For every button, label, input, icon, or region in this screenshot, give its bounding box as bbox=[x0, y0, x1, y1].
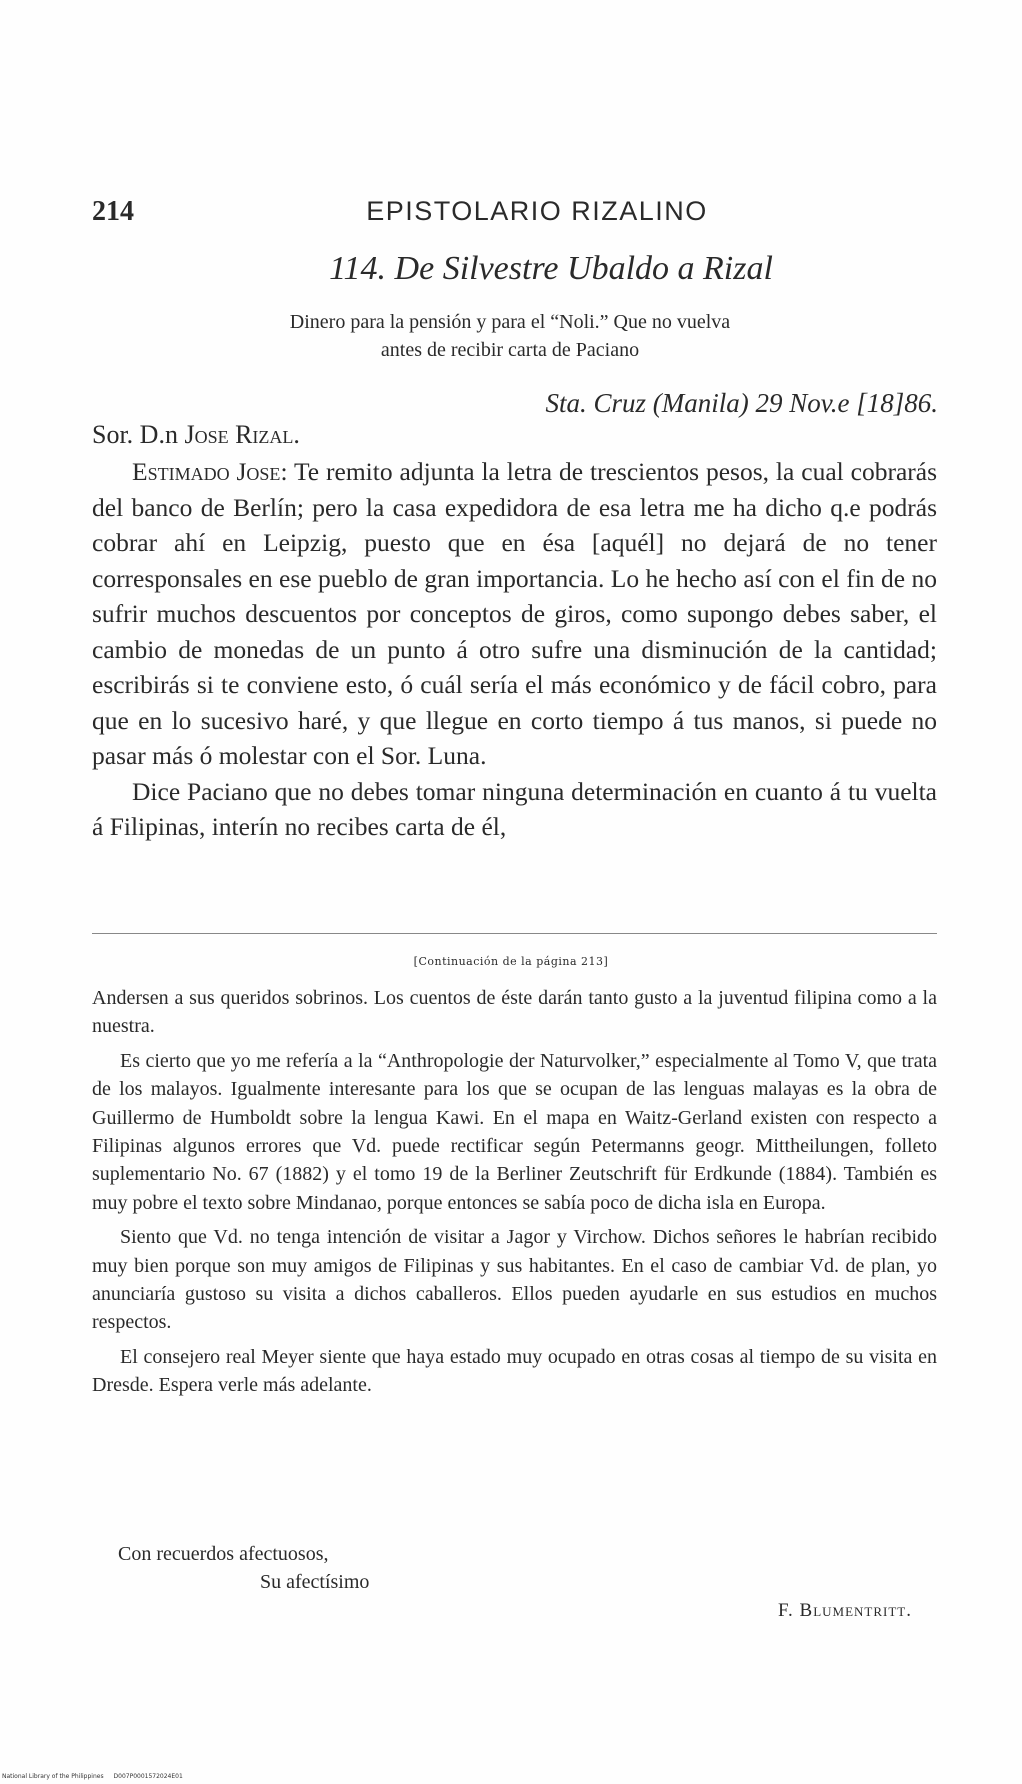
salutation-prefix: Sor. D.n bbox=[92, 420, 185, 449]
continuation-label: [Continuación de la página 213] bbox=[413, 955, 609, 968]
section-divider bbox=[92, 933, 937, 934]
continuation-paragraph-3: Siento que Vd. no tenga intención de visitar a Jagor y Virchow. Dichos señores le habrían recibido muy bien porque son muy amigos de Filipinas y sus habitantes. En el caso de cambiar Vd. de plan, yo anunciaría gustoso su visita a dichos caballeros. Ellos pueden ayudarle en sus estudios en muchos respectos. bbox=[92, 1226, 937, 1334]
continuation-paragraph-1: Andersen a sus queridos sobrinos. Los cuentos de éste darán tanto gusto a la juventud filipina como a la nuestra. bbox=[92, 987, 937, 1038]
letter-dateline: Sta. Cruz (Manila) 29 Nov.e [18]86. bbox=[545, 388, 938, 418]
closing bbox=[118, 1540, 369, 1596]
closing-line-2: Su afectísimo bbox=[260, 1571, 370, 1593]
paragraph-1-text: : Te remito adjunta la letra de trescientos pesos, la cual cobrarás del banco de Berlín; pero la casa expedidora de esa letra me ha dicho q.e podrás cobrar ahí en Leipzig, puesto que en ésa [aquél] no dejará de no tener corresponsales en ese pueblo de gran importancia. Lo he hecho así con el fin de no sufrir muchos descuentos por conceptos de giros, como supongo debes saber, el cambio de monedas de un punto á otro sufre una disminución de la cantidad; escribirás si te conviene esto, ó cuál sería el más económico y de fácil cobro, para que en lo sucesivo haré, y que llegue en corto tiempo á tus manos, si puede no pasar más ó molestar con el Sor. Luna. bbox=[92, 457, 937, 770]
footer-source: National Library of the Philippines bbox=[2, 1773, 104, 1780]
opening-word: Estimado Jose bbox=[132, 457, 281, 486]
continuation-body bbox=[92, 984, 937, 1406]
summary-line-1: Dinero para la pensión y para el “Noli.” Que no vuelva bbox=[289, 311, 731, 333]
running-title: EPISTOLARIO RIZALINO bbox=[366, 196, 708, 226]
letter-paragraph-2: Dice Paciano que no debes tomar ninguna determinación en cuanto á tu vuelta á Filipinas, interín no recibes carta de él, bbox=[92, 776, 937, 841]
page-number: 214 bbox=[92, 196, 134, 227]
letter-summary bbox=[150, 308, 870, 364]
scan-footer bbox=[2, 1773, 183, 1780]
continuation-paragraph-4: El consejero real Meyer siente que haya estado muy ocupado en otras cosas al tiempo de su visita en Dresde. Espera verle más adelante. bbox=[92, 1345, 937, 1397]
letter-paragraph-1 bbox=[92, 454, 937, 774]
salutation-name: Jose Rizal. bbox=[184, 420, 300, 449]
page-header bbox=[92, 196, 942, 236]
footer-code: D007P0001572024E01 bbox=[113, 1773, 183, 1780]
signature: F. Blumentritt. bbox=[777, 1600, 912, 1621]
continuation-paragraph-2: Es cierto que yo me refería a la “Anthropologie der Naturvolker,” especialmente al Tomo V, que trata de los malayos. Igualmente interesante para los que se ocupan de las lenguas malayas es la obra de Guillermo de Humboldt sobre la lengua Kawi. En el mapa en Waitz-Gerland existen con respecto a Filipinas algunos errores que Vd. puede rectificar según Petermanns geogr. Mittheilungen, folleto suplementario No. 67 (1882) y el tomo 19 de la Berliner Zeutschrift für Erdkunde (1884). También es muy pobre el texto sobre Mindanao, porque entonces se sabía poco de dicha isla en Europa. bbox=[92, 1049, 937, 1214]
summary-line-2: antes de recibir carta de Paciano bbox=[380, 339, 640, 361]
letter-title: 114. De Silvestre Ubaldo a Rizal bbox=[329, 250, 773, 287]
closing-line-1: Con recuerdos afectuosos, bbox=[118, 1543, 329, 1565]
salutation bbox=[92, 420, 300, 450]
letter-body bbox=[92, 454, 937, 845]
